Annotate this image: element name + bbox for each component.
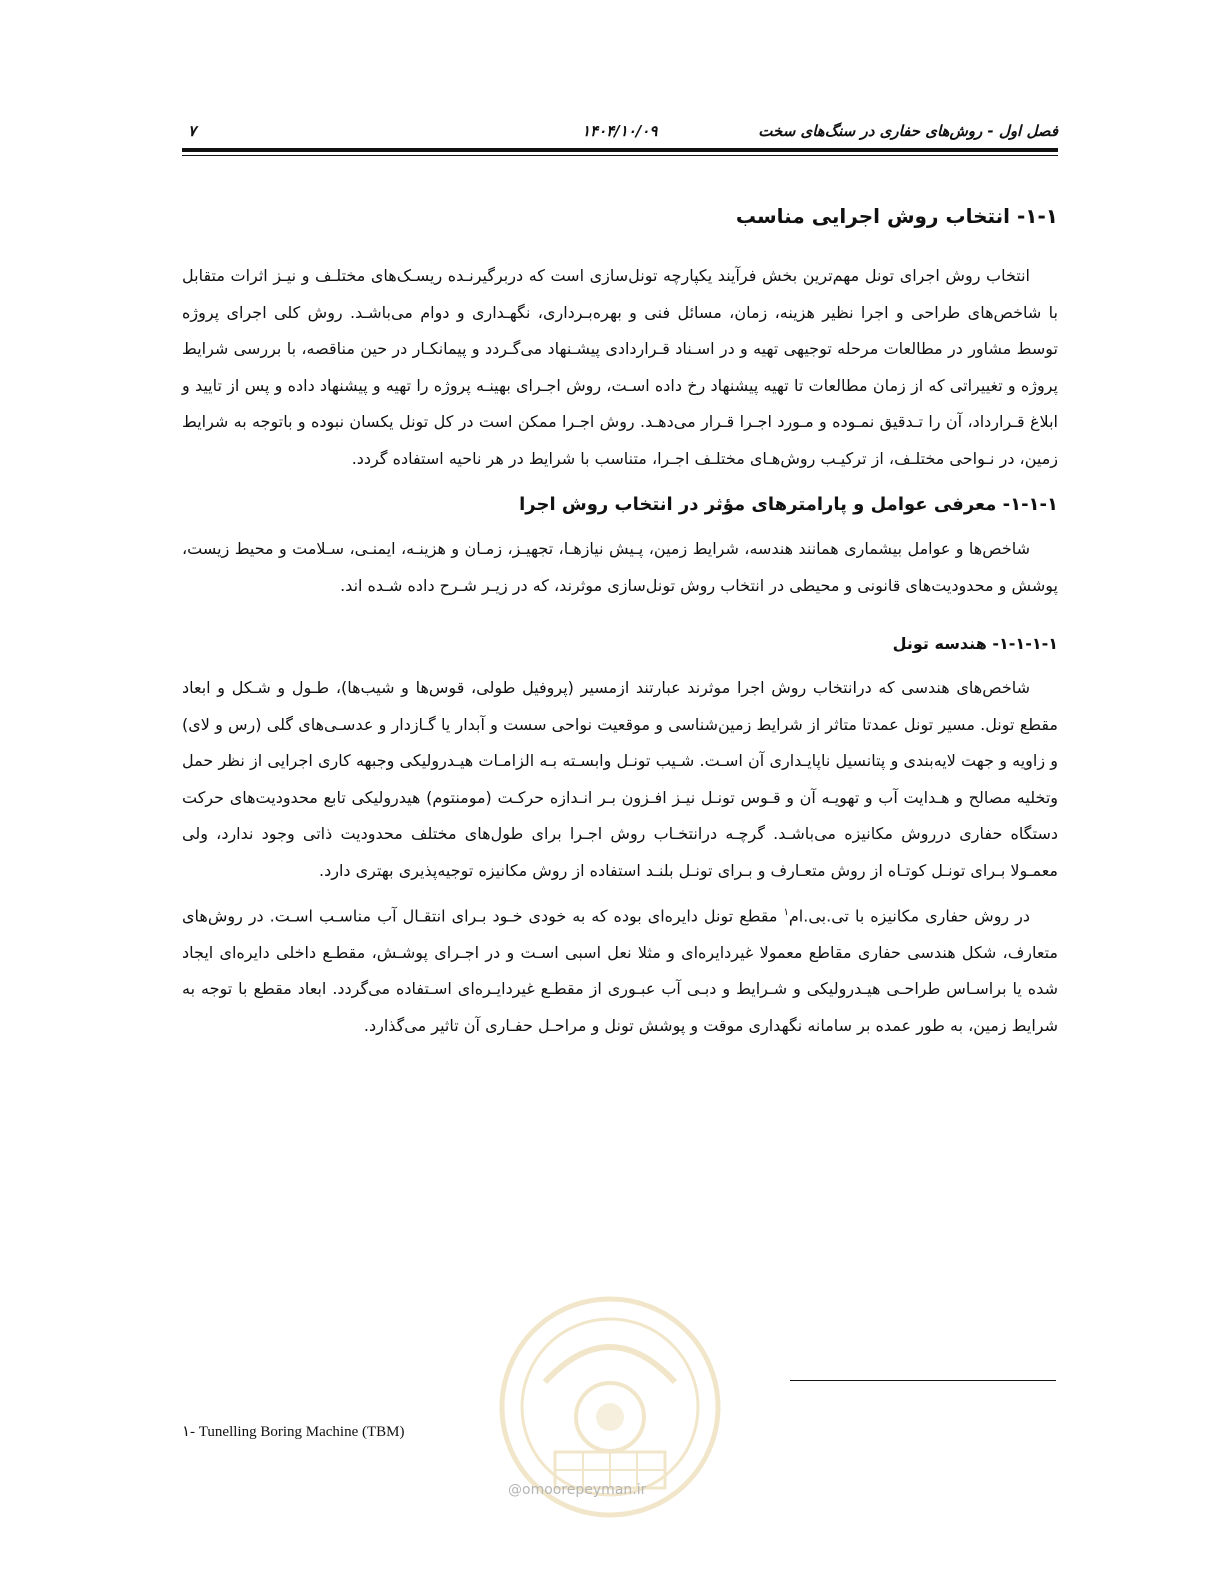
- header-rule-thin: [182, 155, 1058, 156]
- section-paragraph: انتخاب روش اجرای تونل مهم‌ترین بخش فرآیند یکپارچه تونل‌سازی است که دربرگیرنـده ریسـک‌های مختلـف و نیـز اثرات متقابل با شاخص‌های طراحی و اجرا نظیر هزینه، زمان، مسائل فنی و بهره‌بـرداری، نگهـداری و دوام می‌باشـد. روش کلی اجرای پروژه توسط مشاور در مطالعات مرحله توجیهی تهیه و در اسـناد قـراردادی پیشـنهاد می‌گـردد و پیمانکـار در حین مناقصه، با بررسی شرایط پروژه و تغییراتی که از زمان مطالعات تا تهیه پیشنهاد رخ داده اسـت، روش اجـرای بهینـه پروژه را تهیه و پیشنهاد داده و پس از تایید و ابلاغ قـرارداد، آن را تـدقیق نمـوده و مـورد اجـرا قـرار می‌دهـد. روش اجـرا ممکن است در کل تونل یکسان نبوده و باتوجه به شرایط زمین، در نـواحی مختلـف، از ترکیـب روش‌هـای مختلـف اجـرا، متناسب با شرایط در هر ناحیه استفاده گردد.: [182, 266, 1058, 468]
- header-rule-thick: [182, 148, 1058, 152]
- footnote-marker: ۱: [783, 907, 789, 918]
- section-heading: ۱-۱- انتخاب روش اجرایی مناسب: [735, 204, 1058, 228]
- geometry-paragraph: شاخص‌های هندسی که درانتخاب روش اجرا موثرند عبارتند ازمسیر (پروفیل طولی، قوس‌ها و شیب‌ها)، طـول و شـکل و ابعاد مقطع تونل. مسیر تونل عمدتا متاثر از شرایط زمین‌شناسی و موقعیت نواحی سست و آبدار یا گـازدار و عدسـی‌های گلی (رس و لای) و زاویه و جهت لایه‌بندی و پتانسیل ناپایـداری آن اسـت. شـیب تونـل وابسـته بـه الزامـات هیـدرولیکی وجبهه کاری اجرایی از نظر حمل وتخلیه مصالح و هـدایت آب و تهویـه آن و قـوس تونـل نیـز افـزون بـر انـدازه حرکـت (مومنتوم) هیدرولیکی تابع محدودیت‌های حرکت دستگاه حفاری درروش مکانیزه می‌باشـد. گرچـه درانتخـاب روش اجـرا برای طول‌های مختلف محدودیت ذاتی وجود ندارد، ولی معمـولا بـرای تونـل کوتـاه از روش متعـارف و بـرای تونـل بلنـد استفاده از روش مکانیزه توجیه‌پذیری بهتری دارد.: [182, 678, 1058, 880]
- tbm-paragraph-start: در روش حفاری مکانیزه با تی.بی.ام: [788, 906, 1030, 926]
- tbm-paragraph-rest: مقطع تونل دایره‌ای بوده که به خودی خـود بـرای انتقـال آب مناسـب اسـت. در روش‌های متعارف، شکل هندسی حفاری مقاطع معمولا غیردایره‌ای و مثلا نعل اسبی اسـت و در اجـرای پوشـش، مقطـع داخلی دایره‌ای ایجاد شده یا براسـاس طراحـی هیـدرولیکی و شـرایط و دبـی آب عبـوری از مقطـع غیردایـره‌ای اسـتفاده می‌گردد. ابعاد مقطع با توجه به شرایط زمین، به طور عمده بر سامانه نگهداری موقت و پوشش تونل و مراحـل حفـاری آن تاثیر می‌گذارد.: [182, 906, 1058, 1035]
- page-number: ۷: [188, 122, 197, 140]
- watermark-site: @omoorepeyman.ir: [508, 1482, 647, 1498]
- subsection-heading: ۱-۱-۱- معرفی عوامل و پارامترهای مؤثر در انتخاب روش اجرا: [519, 494, 1058, 515]
- subsubsection-heading: ۱-۱-۱-۱- هندسه تونل: [892, 634, 1058, 653]
- footnote: ۱- Tunelling Boring Machine (TBM): [182, 1424, 405, 1440]
- page-body: [182, 196, 1058, 1050]
- subsection-paragraph: شاخص‌ها و عوامل بیشماری همانند هندسه، شرایط زمین، پـیش نیازهـا، تجهیـز، زمـان و هزینـه، ایمنـی، سـلامت و محیط زیست، پوشش و محدودیت‌های قانونی و محیطی در انتخاب روش تونل‌سازی موثرند، که در زیـر شـرح داده شـده اند.: [182, 539, 1058, 595]
- footnote-rule: [790, 1380, 1056, 1381]
- chapter-title: فصل اول - روش‌های حفاری در سنگ‌های سخت: [758, 122, 1058, 140]
- header-date: ۱۴۰۴/۱۰/۰۹: [582, 122, 658, 140]
- running-header: [182, 118, 1058, 144]
- tbm-paragraph: [182, 895, 1058, 1044]
